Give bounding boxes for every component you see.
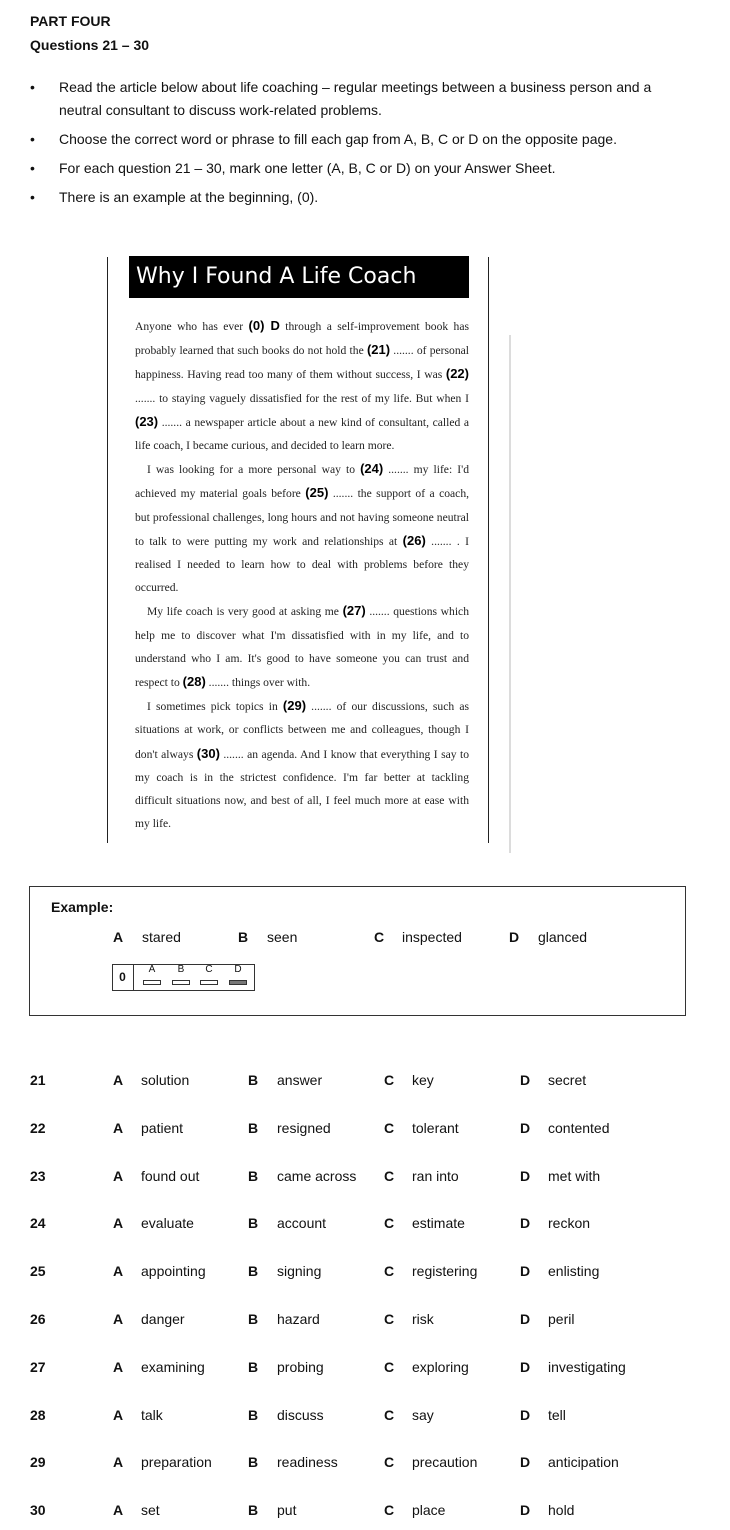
instruction-item: • Choose the correct word or phrase to fill each gap from A, B, C or D on the opposite page. <box>30 128 690 151</box>
option-letter: B <box>248 1168 259 1184</box>
article-paragraph: I was looking for a more personal way to (24) ....... my life: I'd achieved my material goals before (25) ....... the support of a coach, but professional challenges, long hours and not having someone neutral to talk to were putting my work and relationships at (26) ....... . I realised I needed to learn how to deal with problems before they occurred. <box>135 461 470 595</box>
question-number: 21 <box>30 1072 46 1088</box>
option-word: ran into <box>412 1168 459 1184</box>
example-option-letter: D <box>509 929 520 945</box>
option-letter: D <box>520 1359 531 1375</box>
option-letter: B <box>248 1072 259 1088</box>
option-letter: D <box>520 1263 531 1279</box>
option-word: set <box>141 1502 160 1518</box>
option-word: hold <box>548 1502 575 1518</box>
option-word: signing <box>277 1263 322 1279</box>
grid-column-letter: B <box>177 964 185 975</box>
grid-bubble-b[interactable] <box>172 980 190 985</box>
option-letter: D <box>520 1454 531 1470</box>
option-word: found out <box>141 1168 200 1184</box>
example-option-letter: A <box>113 929 124 945</box>
example-option-letter: C <box>374 929 385 945</box>
option-word: precaution <box>412 1454 478 1470</box>
option-word: evaluate <box>141 1215 194 1231</box>
option-letter: B <box>248 1311 259 1327</box>
article-paragraph: Anyone who has ever (0) D through a self-improvement book has probably learned that such books do not hold the (21) ....... of personal happiness. Having read too many of them without success, I was (22) ....... to staying vaguely dissatisfied for the rest of my life. But when I (23) ....... a newspaper article about a new kind of consultant, called a life coach, I became curious, and decided to learn more. <box>135 318 470 453</box>
example-label: Example: <box>51 899 114 915</box>
option-letter: C <box>384 1407 395 1423</box>
option-word: examining <box>141 1359 205 1375</box>
option-word: enlisting <box>548 1263 600 1279</box>
option-letter: C <box>384 1454 395 1470</box>
option-letter: A <box>113 1120 124 1136</box>
option-word: probing <box>277 1359 324 1375</box>
option-letter: D <box>520 1311 531 1327</box>
option-letter: D <box>520 1215 531 1231</box>
option-letter: C <box>384 1502 395 1518</box>
grid-column-letter: A <box>148 964 156 975</box>
option-letter: A <box>113 1072 124 1088</box>
option-word: estimate <box>412 1215 465 1231</box>
option-letter: D <box>520 1072 531 1088</box>
option-word: solution <box>141 1072 190 1088</box>
option-letter: B <box>248 1359 259 1375</box>
option-letter: D <box>520 1407 531 1423</box>
option-word: investigating <box>548 1359 626 1375</box>
page-shadow <box>509 335 511 853</box>
option-letter: B <box>248 1120 259 1136</box>
option-letter: A <box>113 1454 124 1470</box>
option-word: preparation <box>141 1454 212 1470</box>
option-letter: A <box>113 1168 124 1184</box>
question-number: 27 <box>30 1359 46 1375</box>
option-letter: A <box>113 1407 124 1423</box>
part-heading: PART FOUR <box>30 13 111 29</box>
article-border-left <box>107 257 108 843</box>
option-word: talk <box>141 1407 163 1423</box>
option-letter: C <box>384 1168 395 1184</box>
instruction-item: • For each question 21 – 30, mark one letter (A, B, C or D) on your Answer Sheet. <box>30 157 690 180</box>
option-word: patient <box>141 1120 184 1136</box>
option-word: discuss <box>277 1407 324 1423</box>
instruction-item: • Read the article below about life coaching – regular meetings between a business person and a neutral consultant to discuss work-related problems. <box>30 76 690 122</box>
option-word: danger <box>141 1311 185 1327</box>
option-word: account <box>277 1215 327 1231</box>
option-letter: A <box>113 1311 124 1327</box>
question-number: 30 <box>30 1502 46 1518</box>
question-number: 28 <box>30 1407 46 1423</box>
instruction-item: • There is an example at the beginning, (0). <box>30 186 690 209</box>
option-word: key <box>412 1072 434 1088</box>
article-border-right <box>488 257 489 843</box>
answer-grid-number: 0 <box>112 964 134 991</box>
option-letter: B <box>248 1263 259 1279</box>
option-word: place <box>412 1502 446 1518</box>
option-word: exploring <box>412 1359 469 1375</box>
question-number: 23 <box>30 1168 46 1184</box>
example-option-word: glanced <box>538 929 588 945</box>
option-letter: D <box>520 1168 531 1184</box>
grid-bubble-d-selected[interactable] <box>229 980 247 985</box>
example-option-letter: B <box>238 929 249 945</box>
question-number: 22 <box>30 1120 46 1136</box>
option-letter: C <box>384 1120 395 1136</box>
option-word: readiness <box>277 1454 338 1470</box>
option-word: resigned <box>277 1120 331 1136</box>
option-letter: B <box>248 1502 259 1518</box>
option-word: say <box>412 1407 434 1423</box>
option-letter: D <box>520 1502 531 1518</box>
question-number: 24 <box>30 1215 46 1231</box>
option-word: risk <box>412 1311 434 1327</box>
question-number: 25 <box>30 1263 46 1279</box>
example-box <box>29 886 686 1016</box>
example-option-word: inspected <box>402 929 462 945</box>
bullet-icon: • <box>30 160 35 176</box>
option-letter: C <box>384 1311 395 1327</box>
option-word: put <box>277 1502 297 1518</box>
article-paragraph: I sometimes pick topics in (29) ....... of our discussions, such as situations at work, or conflicts between me and colleagues, though I don't always (30) ....... an agenda. And I know that everything I say to my coach is in the strictest confidence. I'm far better at tackling difficult situations now, and best of all, I feel much more at ease with my life. <box>135 698 469 831</box>
option-word: tell <box>548 1407 566 1423</box>
example-option-word: stared <box>142 929 181 945</box>
option-letter: B <box>248 1215 259 1231</box>
option-letter: D <box>520 1120 531 1136</box>
option-word: tolerant <box>412 1120 459 1136</box>
grid-bubble-a[interactable] <box>143 980 161 985</box>
option-word: contented <box>548 1120 610 1136</box>
article-title: Why I Found A Life Coach <box>129 256 469 298</box>
option-letter: A <box>113 1502 124 1518</box>
example-option-word: seen <box>267 929 298 945</box>
grid-bubble-c[interactable] <box>200 980 218 985</box>
option-letter: A <box>113 1359 124 1375</box>
option-letter: A <box>113 1215 124 1231</box>
option-letter: B <box>248 1454 259 1470</box>
option-word: secret <box>548 1072 587 1088</box>
grid-column-letter: C <box>205 964 213 975</box>
instructions-list <box>30 76 690 215</box>
questions-range: Questions 21 – 30 <box>30 37 150 53</box>
option-word: came across <box>277 1168 357 1184</box>
bullet-icon: • <box>30 189 35 205</box>
question-number: 26 <box>30 1311 46 1327</box>
question-number: 29 <box>30 1454 46 1470</box>
option-word: met with <box>548 1168 601 1184</box>
option-letter: C <box>384 1215 395 1231</box>
option-word: appointing <box>141 1263 206 1279</box>
option-letter: C <box>384 1359 395 1375</box>
option-word: peril <box>548 1311 575 1327</box>
option-word: reckon <box>548 1215 591 1231</box>
option-letter: C <box>384 1263 395 1279</box>
bullet-icon: • <box>30 131 35 147</box>
option-letter: C <box>384 1072 395 1088</box>
bullet-icon: • <box>30 79 35 95</box>
option-word: answer <box>277 1072 323 1088</box>
article-paragraph: My life coach is very good at asking me (27) ....... questions which help me to discover what I'm dissatisfied with in my life, and to understand who I am. It's good to have someone you can trust and respect to (28) ....... things over with. <box>135 603 469 690</box>
option-word: registering <box>412 1263 478 1279</box>
article-body <box>135 314 469 835</box>
grid-column-letter: D <box>234 964 242 975</box>
option-word: hazard <box>277 1311 320 1327</box>
option-letter: B <box>248 1407 259 1423</box>
option-letter: A <box>113 1263 124 1279</box>
option-word: anticipation <box>548 1454 619 1470</box>
